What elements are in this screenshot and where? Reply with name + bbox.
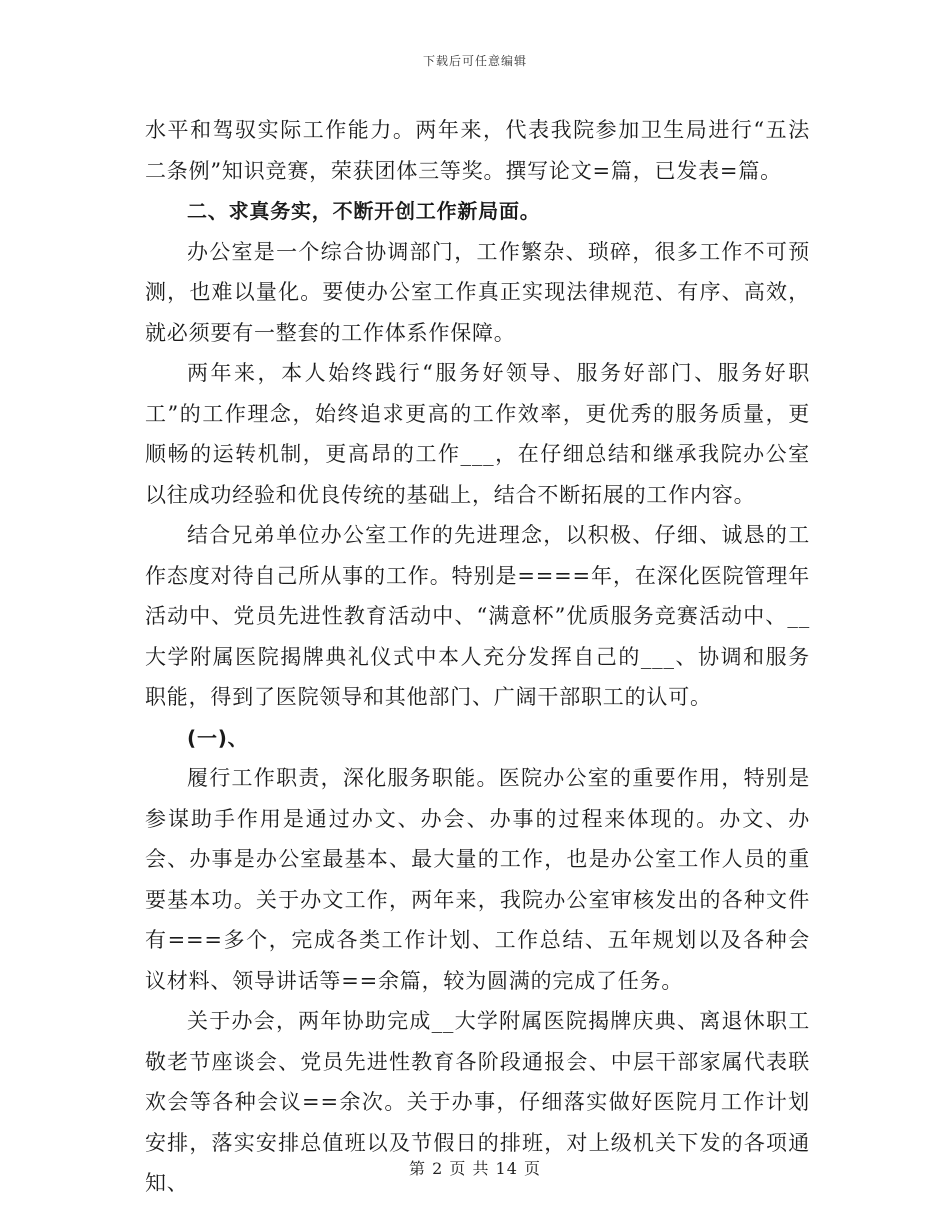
paragraph-advanced-concepts: 结合兄弟单位办公室工作的先进理念，以积极、仔细、诚恳的工作态度对待自己所从事的工作。特别是====年，在深化医院管理年活动中、党员先进性教育活动中、“满意杯”优质服务竞赛活动中、__大学附属医院揭牌典礼仪式中本人充分发挥自己的___、协调和服务职能，得到了医院领导和其他部门、广阔干部职工的认可。 (145, 523, 810, 709)
document-body (145, 110, 810, 1204)
paragraph-service-philosophy: 两年来，本人始终践行“服务好领导、服务好部门、服务好职工”的工作理念，始终追求更高的工作效率，更优秀的服务质量，更顺畅的运转机制，更高昂的工作___，在仔细总结和继承我院办公室以往成功经验和优良传统的基础上，结合不断拓展的工作内容。 (145, 361, 810, 507)
page-number: 第 2 页 共 14 页 (409, 1159, 541, 1178)
subsection-heading-1: (一)、 (187, 725, 249, 750)
paragraph-duties: 履行工作职责，深化服务职能。医院办公室的重要作用，特别是参谋助手作用是通过办文、办会、办事的过程来体现的。办文、办会、办事是办公室最基本、最大量的工作，也是办公室工作人员的重要基本功。关于办文工作，两年来，我院办公室审核发出的各种文件有===多个，完成各类工作计划、工作总结、五年规划以及各种会议材料、领导讲话等==余篇，较为圆满的完成了任务。 (145, 766, 810, 993)
paragraph-meetings: 关于办会，两年协助完成__大学附属医院揭牌庆典、离退休职工敬老节座谈会、党员先进性教育各阶段通报会、中层干部家属代表联欢会等各种会议==余次。关于办事，仔细落实做好医院月工作计划安排，落实安排总值班以及节假日的排班，对上级机关下发的各项通知、 (145, 1009, 810, 1195)
page-header-note: 下载后可任意编辑 (422, 54, 527, 68)
section-heading-2: 二、求真务实，不断开创工作新局面。 (187, 199, 541, 223)
paragraph-continuation: 水平和驾驭实际工作能力。两年来，代表我院参加卫生局进行“五法二条例”知识竞赛，荣获团体三等奖。撰写论文=篇，已发表=篇。 (145, 118, 810, 183)
paragraph-office-role: 办公室是一个综合协调部门，工作繁杂、琐碎，很多工作不可预测，也难以量化。要使办公室工作真正实现法律规范、有序、高效，就必须要有一整套的工作体系作保障。 (145, 239, 810, 345)
